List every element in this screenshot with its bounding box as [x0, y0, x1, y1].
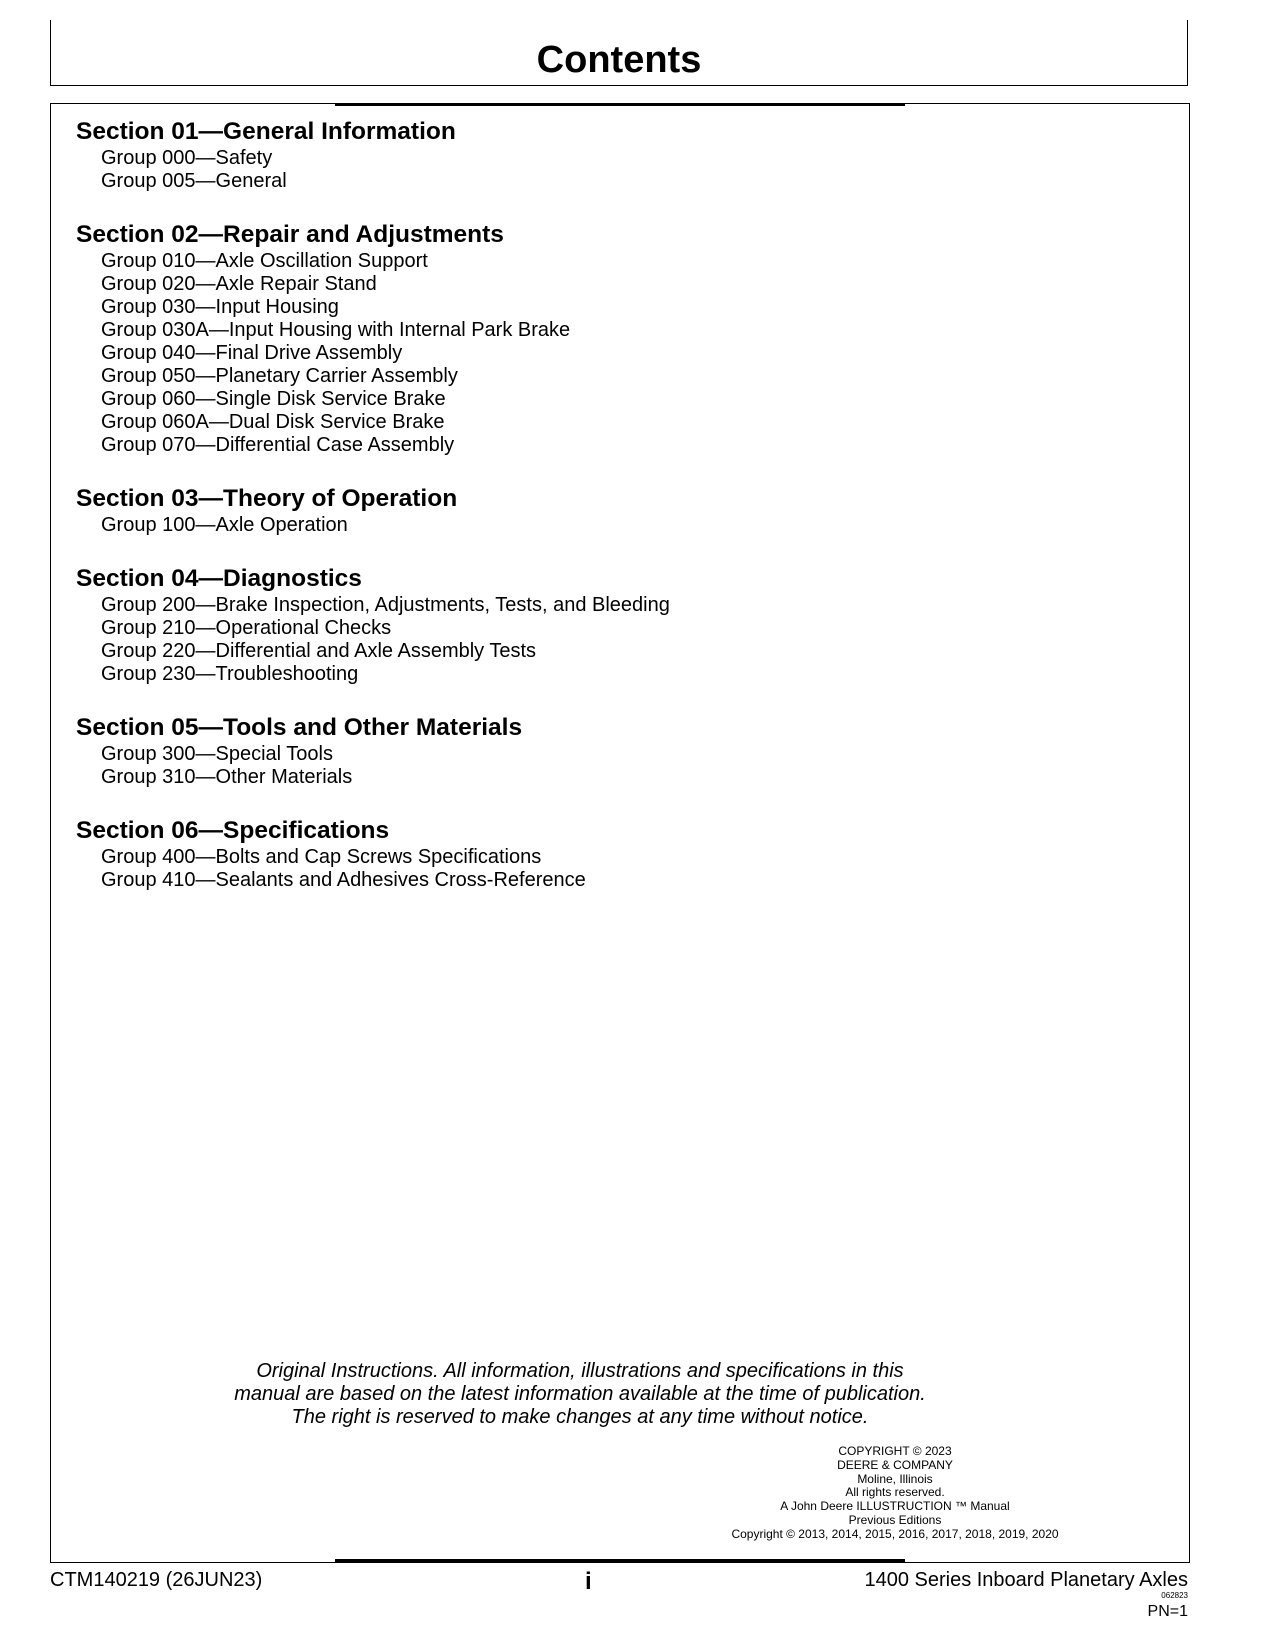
page-title: Contents: [536, 39, 702, 81]
manual-title: 1400 Series Inboard Planetary Axles: [864, 1569, 1188, 1591]
notice-line: The right is reserved to make changes at any time without notice.: [291, 1406, 869, 1428]
document-id: CTM140219 (26JUN23): [50, 1569, 263, 1591]
toc-section: [76, 484, 776, 537]
section-title[interactable]: Section 06—Specifications: [76, 817, 390, 844]
copyright-line: A John Deere ILLUSTRUCTION ™ Manual: [780, 1499, 1010, 1514]
group-link[interactable]: Group 060—Single Disk Service Brake: [101, 388, 446, 410]
group-link[interactable]: Group 220—Differential and Axle Assembly Tests: [101, 640, 537, 662]
group-link[interactable]: Group 020—Axle Repair Stand: [101, 273, 377, 295]
title-frame: [50, 20, 1188, 86]
group-link[interactable]: Group 000—Safety: [101, 147, 273, 169]
copyright-line: DEERE & COMPANY: [837, 1457, 953, 1472]
group-link[interactable]: Group 060A—Dual Disk Service Brake: [101, 411, 445, 433]
copyright-line: Copyright © 2013, 2014, 2015, 2016, 2017, 2018, 2019, 2020: [731, 1526, 1059, 1541]
group-link[interactable]: Group 100—Axle Operation: [101, 514, 348, 536]
group-link[interactable]: Group 230—Troubleshooting: [101, 663, 359, 685]
notice-line: manual are based on the latest information available at the time of publication.: [234, 1383, 926, 1405]
original-instructions-notice: [180, 1360, 980, 1429]
group-link[interactable]: Group 200—Brake Inspection, Adjustments, Tests, and Bleeding: [101, 594, 670, 616]
pn-label: PN=1: [1147, 1603, 1188, 1620]
section-title[interactable]: Section 05—Tools and Other Materials: [76, 714, 523, 741]
copyright-line: All rights reserved.: [845, 1485, 945, 1500]
copyright-line: Moline, Illinois: [857, 1471, 933, 1486]
print-code: 062823: [1161, 1591, 1188, 1600]
group-link[interactable]: Group 400—Bolts and Cap Screws Specifications: [101, 846, 542, 868]
toc-section: [76, 816, 776, 892]
group-link[interactable]: Group 030A—Input Housing with Internal Park Brake: [101, 319, 571, 341]
group-link[interactable]: Group 410—Sealants and Adhesives Cross-Reference: [101, 869, 586, 891]
group-link[interactable]: Group 030—Input Housing: [101, 296, 339, 318]
copyright-block: [700, 1445, 1090, 1542]
toc-section: [76, 117, 776, 193]
table-of-contents: [76, 117, 776, 919]
toc-section: [76, 564, 776, 686]
group-link[interactable]: Group 310—Other Materials: [101, 766, 353, 788]
group-link[interactable]: Group 070—Differential Case Assembly: [101, 434, 455, 456]
toc-section: [76, 220, 776, 457]
frame-accent-top: [335, 103, 905, 106]
group-link[interactable]: Group 010—Axle Oscillation Support: [101, 250, 428, 272]
frame-accent-bottom: [335, 1559, 905, 1562]
section-title[interactable]: Section 01—General Information: [76, 118, 456, 145]
notice-line: Original Instructions. All information, illustrations and specifications in this: [256, 1360, 904, 1382]
section-title[interactable]: Section 03—Theory of Operation: [76, 485, 458, 512]
copyright-line: Previous Editions: [848, 1512, 942, 1527]
section-title[interactable]: Section 02—Repair and Adjustments: [76, 221, 504, 248]
group-link[interactable]: Group 300—Special Tools: [101, 743, 333, 765]
copyright-line: COPYRIGHT © 2023: [838, 1444, 952, 1458]
section-title[interactable]: Section 04—Diagnostics: [76, 565, 362, 592]
group-link[interactable]: Group 050—Planetary Carrier Assembly: [101, 365, 458, 387]
group-link[interactable]: Group 210—Operational Checks: [101, 617, 392, 639]
group-link[interactable]: Group 040—Final Drive Assembly: [101, 342, 403, 364]
group-link[interactable]: Group 005—General: [101, 170, 287, 192]
page-number: i: [585, 1568, 592, 1595]
toc-section: [76, 713, 776, 789]
